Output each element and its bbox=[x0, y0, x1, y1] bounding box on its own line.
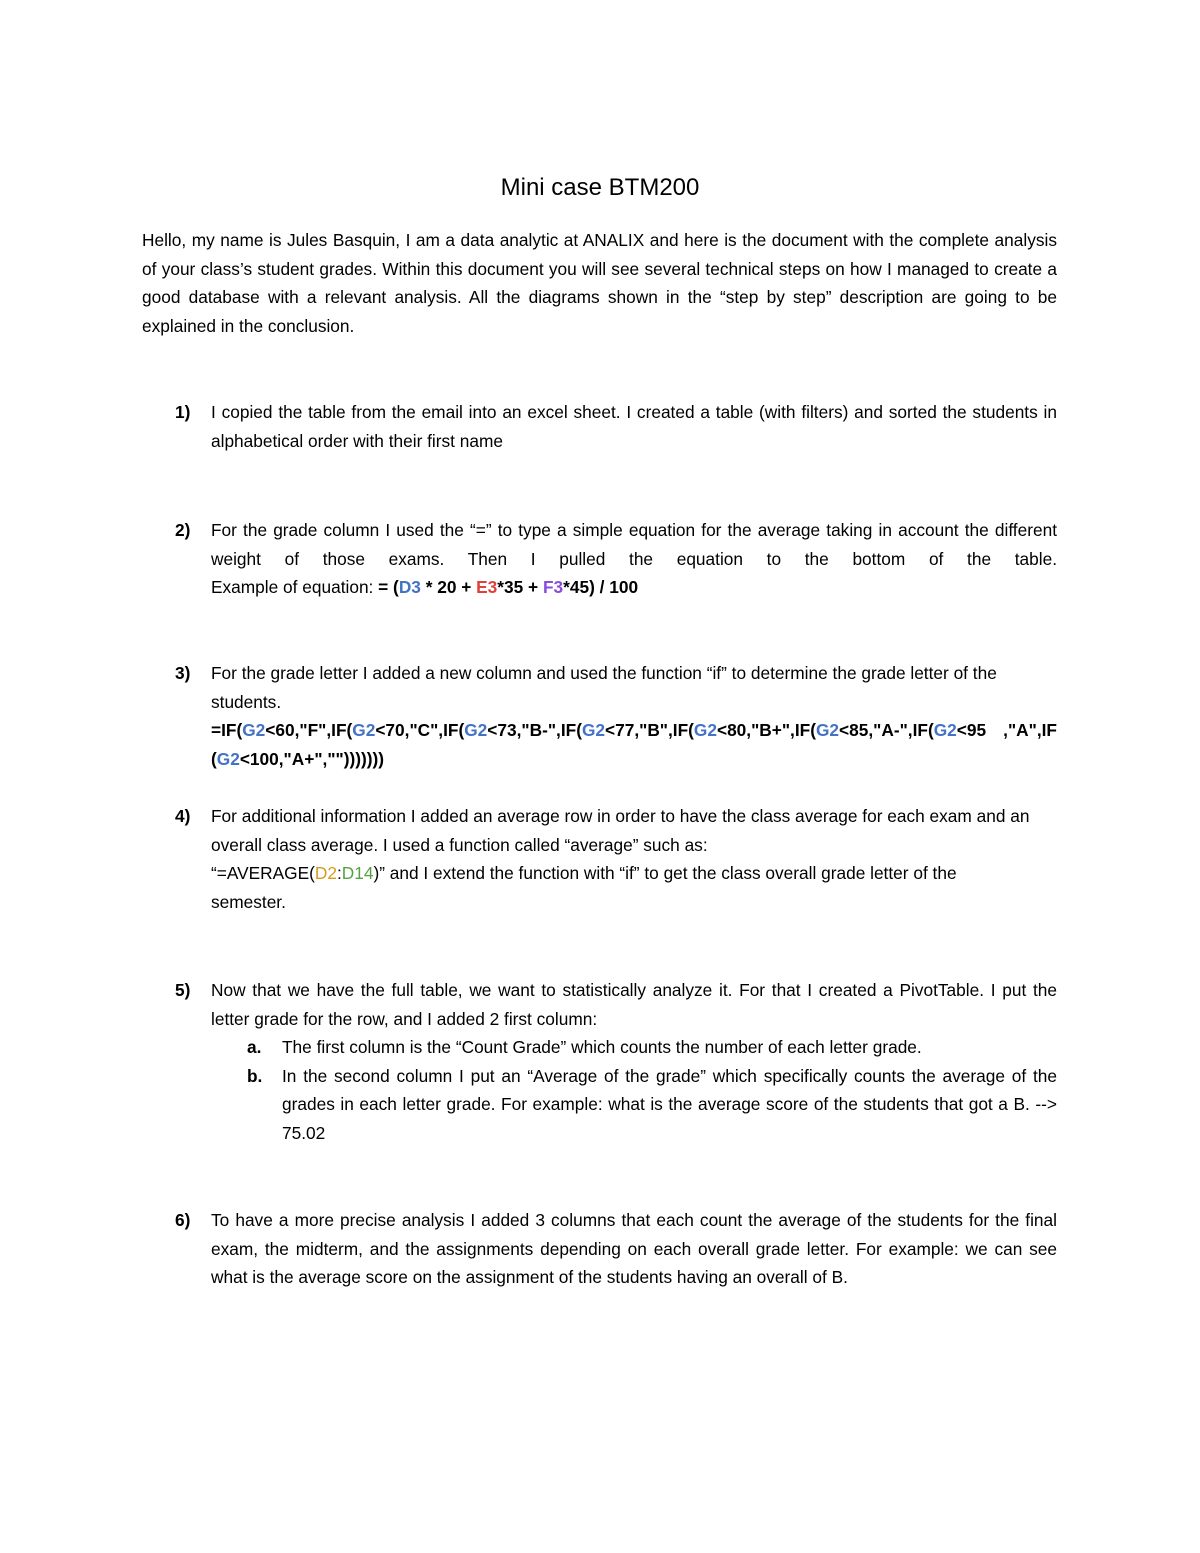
formula-cell-ref: G2 bbox=[693, 720, 717, 741]
formula-cell-ref: G2 bbox=[933, 720, 957, 741]
sub-item-a bbox=[211, 1033, 1057, 1062]
formula-part: <80,"B+",IF( bbox=[716, 720, 816, 741]
sub-item-text: In the second column I put an “Average of the grade” which specifically counts the average of the grades in each letter grade. For example: what is the average score of the students that got a B. --> 75.02 bbox=[282, 1065, 1057, 1143]
if-formula bbox=[211, 716, 1057, 773]
formula-part: <95 ,"A",IF( bbox=[211, 720, 1057, 769]
sub-item-letter: a. bbox=[247, 1037, 262, 1058]
sub-item-letter: b. bbox=[247, 1065, 263, 1086]
step-2 bbox=[142, 516, 1057, 602]
formula-cell-ref: G2 bbox=[581, 720, 606, 741]
avg-part: )” bbox=[373, 863, 385, 884]
step-1 bbox=[142, 398, 1057, 455]
formula-part: <85,"A-",IF( bbox=[839, 720, 934, 741]
step-text: For additional information I added an average row in order to have the class average for each exam and an overall class average. I used a function called “average” such as: bbox=[211, 806, 1030, 855]
step-text: Now that we have the full table, we want to statistically analyze it. For that I created a PivotTable. I put the letter grade for the row, and I added 2 first column: bbox=[211, 980, 1057, 1029]
equation bbox=[373, 577, 638, 597]
avg-part: : bbox=[336, 863, 342, 884]
sub-item-text: The first column is the “Count Grade” which counts the number of each letter grade. bbox=[282, 1037, 922, 1058]
example-label: Example of equation: bbox=[211, 577, 374, 598]
formula-cell-ref: G2 bbox=[242, 720, 266, 741]
formula-cell-ref: G2 bbox=[216, 748, 240, 769]
eq-part: = ( bbox=[373, 577, 399, 598]
step-text: I copied the table from the email into an excel sheet. I created a table (with filters) and sorted the students in alphabetical order with their first name bbox=[211, 402, 1057, 451]
avg-cell-ref: D14 bbox=[341, 863, 374, 884]
eq-cell-ref: D3 bbox=[398, 577, 421, 598]
formula-part: <70,"C",IF( bbox=[375, 720, 465, 741]
eq-part: * 20 + bbox=[420, 577, 477, 598]
step-text: For the grade letter I added a new column and used the function “if” to determine the grade letter of the students. bbox=[211, 663, 997, 712]
step-text: For the grade column I used the “=” to type a simple equation for the average taking in account the different weight of those exams. Then I pulled the equation to the bottom of the table. bbox=[211, 520, 1057, 569]
step-body bbox=[211, 802, 1031, 916]
step-number: 6) bbox=[175, 1210, 191, 1230]
eq-cell-ref: F3 bbox=[542, 577, 564, 598]
step-body bbox=[211, 976, 1057, 1148]
eq-part: *45) / 100 bbox=[563, 577, 639, 598]
step-3 bbox=[142, 659, 1057, 773]
step-number: 1) bbox=[175, 402, 191, 422]
eq-part: *35 + bbox=[497, 577, 543, 598]
formula-cell-ref: G2 bbox=[352, 720, 376, 741]
step-6 bbox=[142, 1206, 1057, 1292]
formula-part: =IF( bbox=[211, 720, 243, 741]
intro-paragraph: Hello, my name is Jules Basquin, I am a data analytic at ANALIX and here is the document with the complete analysis of your class’s student grades. Within this document you will see several technical steps on how I managed to create a good database with a relevant analysis. All the diagrams shown in the “step by step” description are going to be explained in the conclusion. bbox=[142, 230, 1057, 336]
formula-cell-ref: G2 bbox=[464, 720, 488, 741]
formula-part: <77,"B",IF( bbox=[605, 720, 694, 741]
step-4 bbox=[142, 802, 1057, 916]
step-number: 2) bbox=[175, 520, 191, 540]
step-number: 4) bbox=[175, 806, 191, 826]
step-body bbox=[211, 516, 1057, 602]
step-number: 3) bbox=[175, 663, 191, 683]
sub-item-b bbox=[211, 1062, 1057, 1148]
equation-example bbox=[211, 573, 1057, 602]
eq-cell-ref: E3 bbox=[476, 577, 498, 598]
avg-cell-ref: D2 bbox=[314, 863, 337, 884]
average-function bbox=[211, 863, 385, 883]
formula-part: <60,"F",IF( bbox=[265, 720, 353, 741]
formula-part: <100,"A+",""))))))) bbox=[239, 748, 384, 769]
avg-part: “=AVERAGE( bbox=[211, 863, 315, 884]
step-body bbox=[211, 659, 1057, 773]
formula-cell-ref: G2 bbox=[815, 720, 840, 741]
step-text: To have a more precise analysis I added 3 columns that each count the average of the students for the final exam, the midterm, and the assignments depending on each overall grade letter. For example: we can see what is the average score on the assignment of the students having an overall of B. bbox=[211, 1210, 1057, 1288]
step-number: 5) bbox=[175, 980, 191, 1000]
step-5 bbox=[142, 976, 1057, 1148]
step-text-continued: and I extend the function with “if” to get the class overall grade letter of the semester. bbox=[211, 863, 957, 912]
formula-part: <73,"B-",IF( bbox=[487, 720, 582, 741]
page-title: Mini case BTM200 bbox=[500, 174, 700, 201]
